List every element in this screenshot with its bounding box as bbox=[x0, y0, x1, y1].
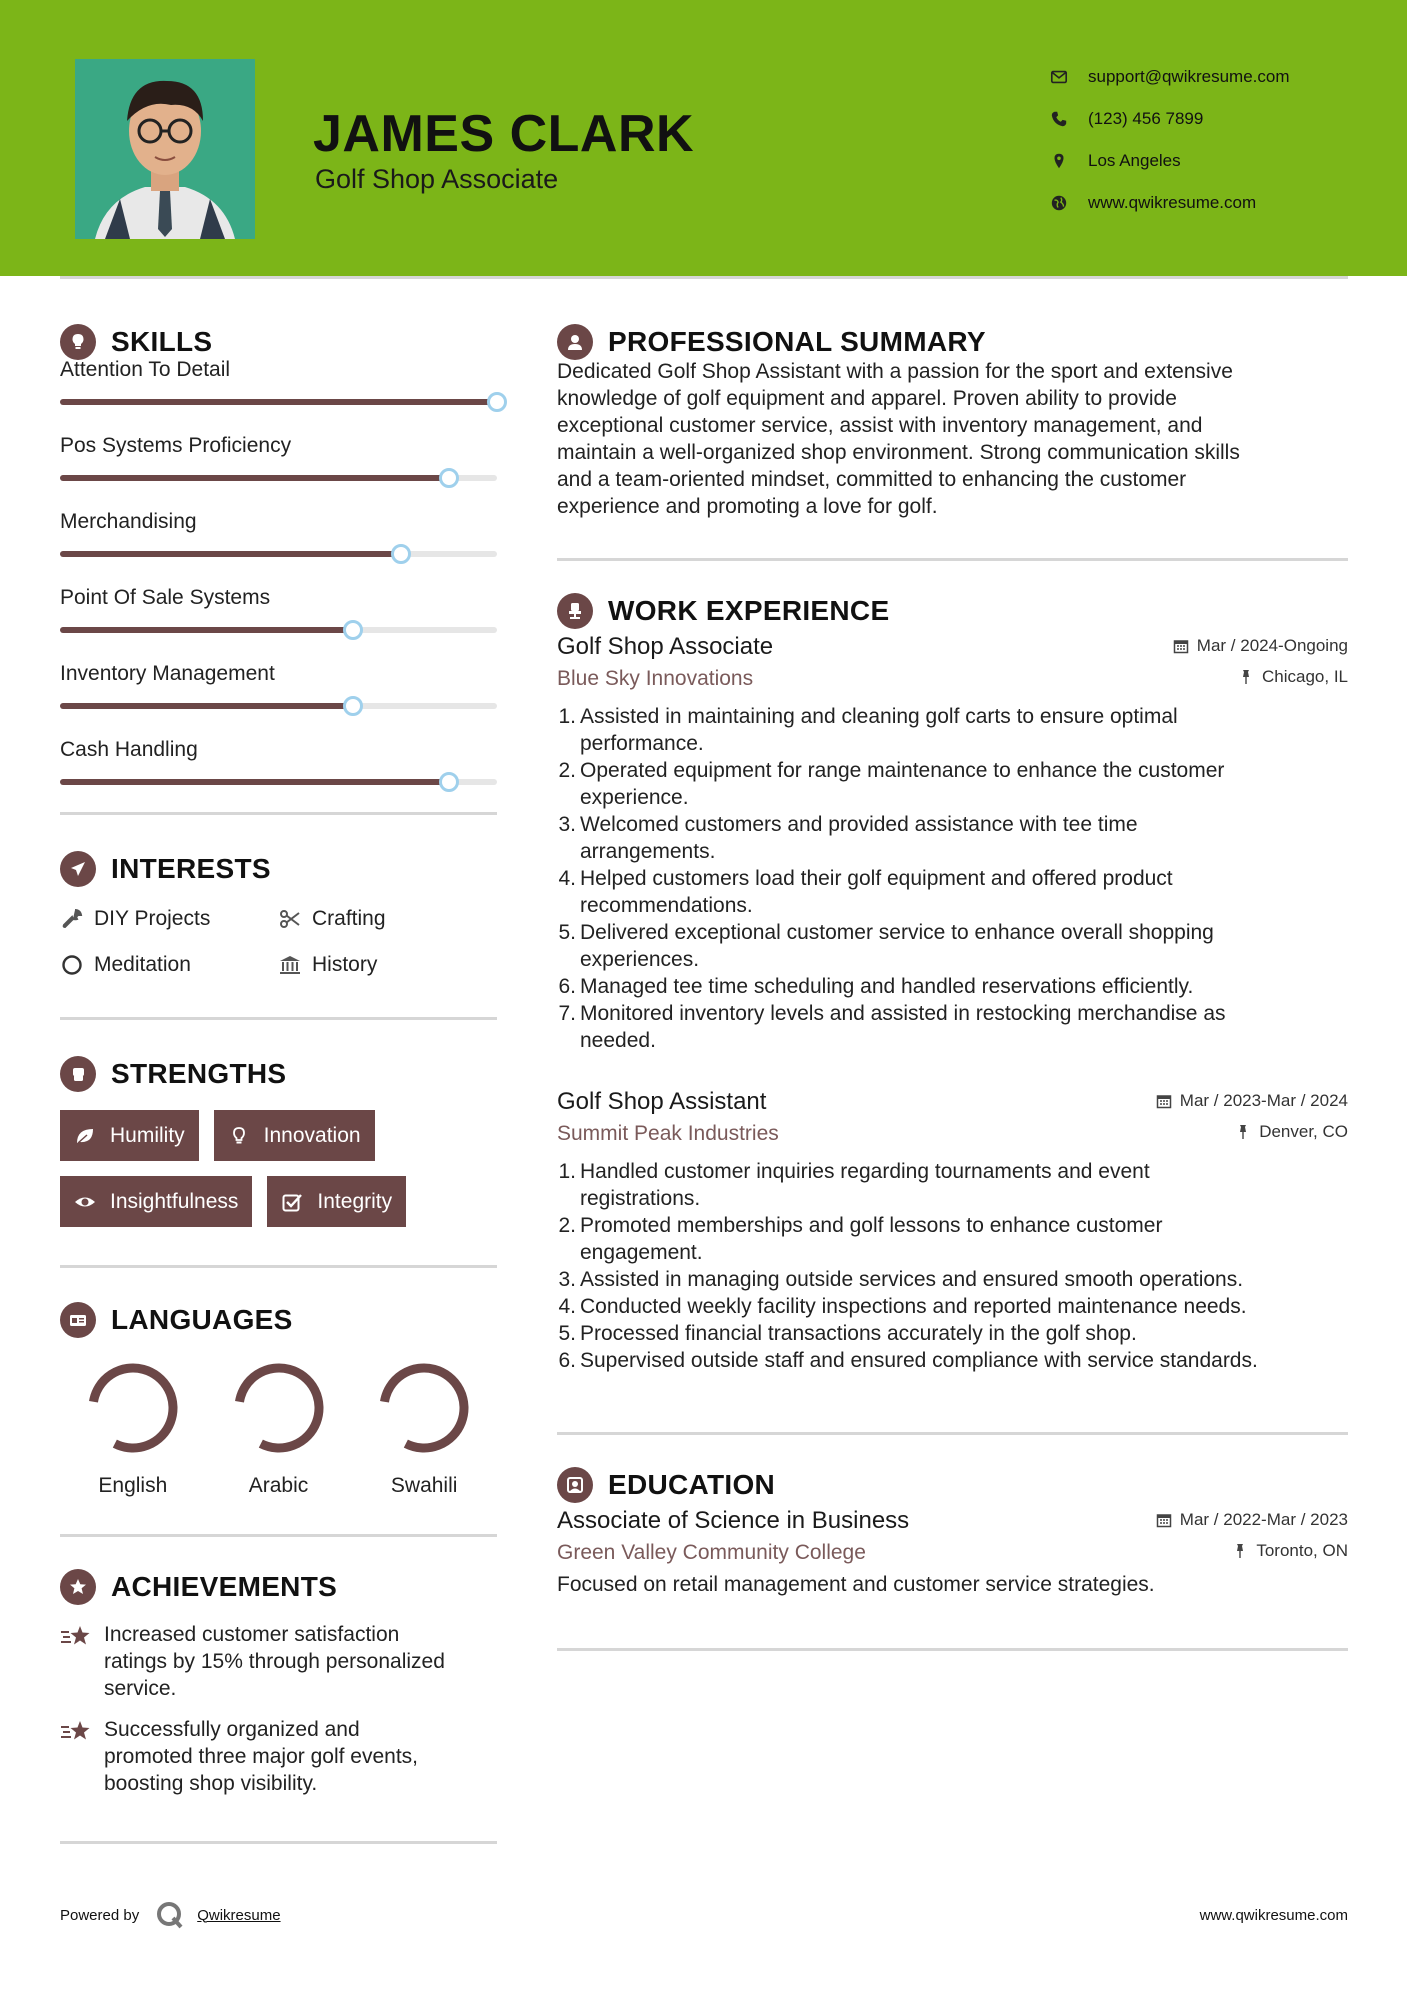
leaf-icon bbox=[74, 1125, 96, 1147]
job-title-row bbox=[557, 633, 1348, 661]
skill-bar bbox=[60, 779, 497, 785]
job-date bbox=[1156, 1091, 1348, 1111]
lightbulb-icon bbox=[228, 1125, 250, 1147]
duty-line: Supervised outside staff and ensured compliance with service standards. bbox=[580, 1349, 1258, 1372]
pushpin-icon bbox=[1235, 1124, 1251, 1140]
education-date-text: Mar / 2022-Mar / 2023 bbox=[1179, 1510, 1348, 1529]
eye-icon bbox=[74, 1191, 96, 1213]
achievements-title: ACHIEVEMENTS bbox=[111, 1571, 338, 1602]
job-company-row bbox=[557, 667, 1348, 691]
education-heading bbox=[557, 1463, 1348, 1507]
calendar-icon bbox=[1156, 1093, 1172, 1109]
summary-title: PROFESSIONAL SUMMARY bbox=[608, 326, 986, 357]
header-divider bbox=[60, 276, 1348, 279]
duty-line: Welcomed customers and provided assistance with tee time bbox=[580, 813, 1138, 836]
section-divider bbox=[557, 558, 1348, 561]
job-date-text: Mar / 2023-Mar / 2024 bbox=[1179, 1091, 1348, 1110]
job-duty: 5. Processed financial transactions accurately in the golf shop. bbox=[558, 1322, 1137, 1345]
education-degree-row bbox=[557, 1507, 1348, 1535]
skill-item bbox=[60, 584, 497, 660]
education-description: Focused on retail management and customer service strategies. bbox=[557, 1573, 1155, 1596]
left-column bbox=[60, 320, 497, 1844]
achievement-item bbox=[60, 1716, 497, 1797]
language-level-ring bbox=[229, 1358, 329, 1458]
job-duty: 4. Helped customers load their golf equipment and offered product recommendations. bbox=[558, 867, 1173, 917]
interest-item bbox=[278, 949, 497, 981]
duty-line: arrangements. bbox=[580, 840, 716, 863]
job-duty: 1. Handled customer inquiries regarding tournaments and event registrations. bbox=[558, 1160, 1150, 1210]
job-title: Golf Shop Associate bbox=[557, 633, 774, 660]
achievement-text bbox=[104, 1621, 445, 1702]
job-duty: 2. Operated equipment for range maintenance to enhance the customer experience. bbox=[558, 759, 1225, 809]
globe-icon bbox=[1050, 194, 1068, 212]
summary-line: experience and promoting a love for golf. bbox=[557, 495, 938, 518]
user-icon bbox=[557, 324, 593, 360]
job-duties bbox=[557, 1158, 1348, 1374]
job-duties bbox=[557, 703, 1348, 1054]
contact-website-text: www.qwikresume.com bbox=[1088, 193, 1257, 212]
strengths-list bbox=[60, 1110, 497, 1227]
skill-bar-knob[interactable] bbox=[343, 696, 363, 716]
skill-label: Point Of Sale Systems bbox=[60, 586, 271, 609]
interest-item bbox=[278, 903, 497, 935]
education-location-text: Toronto, ON bbox=[1256, 1541, 1348, 1560]
duty-line: Handled customer inquiries regarding tournaments and event bbox=[580, 1160, 1150, 1183]
fist-icon bbox=[60, 1056, 96, 1092]
section-divider bbox=[60, 1017, 497, 1020]
duty-line: recommendations. bbox=[580, 894, 753, 917]
interest-label: Crafting bbox=[312, 907, 386, 930]
job-title: Golf Shop Assistant bbox=[557, 1088, 767, 1115]
skill-bar-fill bbox=[60, 399, 497, 405]
duty-line: performance. bbox=[580, 732, 704, 755]
job-company-row bbox=[557, 1122, 1348, 1146]
skill-bar bbox=[60, 703, 497, 709]
section-divider bbox=[557, 1648, 1348, 1651]
languages-title: LANGUAGES bbox=[111, 1304, 293, 1335]
id-card-icon bbox=[60, 1302, 96, 1338]
education-entry bbox=[557, 1507, 1348, 1598]
job-duty: 3. Assisted in managing outside services and ensured smooth operations. bbox=[558, 1268, 1244, 1291]
qwikresume-link[interactable]: Qwikresume bbox=[197, 1906, 281, 1924]
summary-text bbox=[557, 358, 1348, 520]
skill-item bbox=[60, 432, 497, 508]
achievement-line: service. bbox=[104, 1677, 177, 1700]
lightbulb-icon bbox=[60, 324, 96, 360]
job-company: Summit Peak Industries bbox=[557, 1122, 779, 1145]
skill-item bbox=[60, 660, 497, 736]
duty-line: Promoted memberships and golf lessons to enhance customer bbox=[580, 1214, 1163, 1237]
skill-bar-fill bbox=[60, 475, 449, 481]
skill-bar-fill bbox=[60, 551, 401, 557]
skill-bar-knob[interactable] bbox=[439, 772, 459, 792]
job-entry bbox=[557, 1088, 1348, 1374]
job-company: Blue Sky Innovations bbox=[557, 667, 754, 690]
circle-icon bbox=[60, 953, 84, 977]
interest-label: DIY Projects bbox=[94, 907, 211, 930]
strength-tag bbox=[214, 1110, 375, 1161]
profile-photo bbox=[75, 59, 255, 239]
job-date bbox=[1173, 636, 1348, 656]
pushpin-icon bbox=[1232, 1543, 1248, 1559]
strength-label: Innovation bbox=[263, 1123, 361, 1147]
pushpin-icon bbox=[1238, 669, 1254, 685]
page-footer bbox=[60, 1895, 1348, 1935]
duty-line: Conducted weekly facility inspections and reported maintenance needs. bbox=[580, 1295, 1247, 1318]
skill-label: Inventory Management bbox=[60, 662, 275, 685]
star-badge-icon bbox=[60, 1569, 96, 1605]
language-item bbox=[206, 1358, 352, 1498]
contact-list bbox=[1050, 56, 1290, 224]
skill-label: Pos Systems Proficiency bbox=[60, 434, 292, 457]
duty-line: Helped customers load their golf equipment and offered product bbox=[580, 867, 1173, 890]
education-location bbox=[1232, 1541, 1348, 1561]
achievement-line: ratings by 15% through personalized bbox=[104, 1650, 445, 1673]
contact-email[interactable] bbox=[1050, 56, 1290, 98]
job-duty: 6. Supervised outside staff and ensured compliance with service standards. bbox=[558, 1349, 1258, 1372]
bank-icon bbox=[278, 953, 302, 977]
job-duty: 1. Assisted in maintaining and cleaning golf carts to ensure optimal performance. bbox=[558, 705, 1178, 755]
job-entry bbox=[557, 633, 1348, 1054]
section-divider bbox=[557, 1432, 1348, 1435]
duty-line: registrations. bbox=[580, 1187, 701, 1210]
education-degree: Associate of Science in Business bbox=[557, 1507, 910, 1534]
skill-item bbox=[60, 508, 497, 584]
powered-by-text: Powered by bbox=[60, 1906, 140, 1924]
strength-label: Humility bbox=[110, 1123, 185, 1147]
contact-phone[interactable] bbox=[1050, 98, 1290, 140]
summary-line: and a team-oriented mindset, committed to enhancing the customer bbox=[557, 468, 1187, 491]
job-duty: 7. Monitored inventory levels and assisted in restocking merchandise as needed. bbox=[558, 1002, 1226, 1052]
summary-line: maintain a well-organized shop environment. Strong communication skills bbox=[557, 441, 1240, 464]
section-divider bbox=[60, 1841, 497, 1844]
contact-location bbox=[1050, 140, 1290, 182]
graduate-icon bbox=[557, 1467, 593, 1503]
language-label: Swahili bbox=[390, 1474, 458, 1497]
duty-line: Operated equipment for range maintenance to enhance the customer bbox=[580, 759, 1225, 782]
interest-item bbox=[60, 949, 278, 981]
duty-line: Managed tee time scheduling and handled reservations efficiently. bbox=[580, 975, 1194, 998]
footer-branding bbox=[60, 1900, 281, 1930]
skill-bar-fill bbox=[60, 703, 353, 709]
skill-item bbox=[60, 356, 497, 432]
contact-location-text: Los Angeles bbox=[1088, 151, 1181, 170]
achievement-item bbox=[60, 1621, 497, 1702]
language-item bbox=[60, 1358, 206, 1498]
job-location bbox=[1235, 1122, 1348, 1142]
experience-heading bbox=[557, 589, 1348, 633]
job-duty: 4. Conducted weekly facility inspections and reported maintenance needs. bbox=[558, 1295, 1247, 1318]
strengths-heading bbox=[60, 1052, 497, 1096]
section-divider bbox=[60, 1534, 497, 1537]
candidate-name: JAMES CLARK bbox=[313, 105, 695, 163]
office-chair-icon bbox=[557, 593, 593, 629]
achievements-list bbox=[60, 1621, 497, 1797]
resume-header bbox=[0, 0, 1407, 276]
summary-line: exceptional customer service, assist with inventory management, and bbox=[557, 414, 1203, 437]
skill-label: Attention To Detail bbox=[60, 358, 231, 381]
shooting-star-icon bbox=[60, 1718, 94, 1748]
skill-bar bbox=[60, 627, 497, 633]
skill-label: Merchandising bbox=[60, 510, 197, 533]
duty-line: Delivered exceptional customer service to enhance overall shopping bbox=[580, 921, 1214, 944]
skill-bar-knob[interactable] bbox=[439, 468, 459, 488]
strengths-title: STRENGTHS bbox=[111, 1058, 287, 1089]
achievement-line: boosting shop visibility. bbox=[104, 1772, 318, 1795]
duty-line: Processed financial transactions accurately in the golf shop. bbox=[580, 1322, 1137, 1345]
job-location bbox=[1238, 667, 1348, 687]
scissors-icon bbox=[278, 907, 302, 931]
achievement-line: Successfully organized and bbox=[104, 1718, 360, 1741]
achievements-heading bbox=[60, 1565, 497, 1609]
envelope-icon bbox=[1050, 68, 1068, 86]
strength-tag bbox=[60, 1110, 199, 1161]
strength-tag bbox=[267, 1176, 406, 1227]
paper-plane-icon bbox=[60, 851, 96, 887]
job-location-text: Chicago, IL bbox=[1262, 667, 1348, 686]
languages-list bbox=[60, 1358, 497, 1498]
education-school-row bbox=[557, 1541, 1348, 1565]
achievement-text bbox=[104, 1716, 418, 1797]
skill-item bbox=[60, 736, 497, 812]
skill-bar bbox=[60, 399, 497, 405]
education-date bbox=[1156, 1510, 1348, 1530]
achievement-line: promoted three major golf events, bbox=[104, 1745, 418, 1768]
experience-title: WORK EXPERIENCE bbox=[608, 595, 890, 626]
skills-title: SKILLS bbox=[111, 326, 213, 357]
job-duty: 6. Managed tee time scheduling and handled reservations efficiently. bbox=[558, 975, 1194, 998]
job-title-row bbox=[557, 1088, 1348, 1116]
wrench-icon bbox=[60, 907, 84, 931]
footer-website[interactable]: www.qwikresume.com bbox=[1199, 1906, 1348, 1924]
candidate-role: Golf Shop Associate bbox=[315, 164, 559, 194]
strength-tag bbox=[60, 1176, 252, 1227]
summary-line: knowledge of golf equipment and apparel. Proven ability to provide bbox=[557, 387, 1177, 410]
skill-bar bbox=[60, 551, 497, 557]
section-divider bbox=[60, 812, 497, 815]
interests-heading bbox=[60, 847, 497, 891]
calendar-icon bbox=[1156, 1512, 1172, 1528]
contact-website[interactable] bbox=[1050, 182, 1290, 224]
duty-line: needed. bbox=[580, 1029, 656, 1052]
location-pin-icon bbox=[1050, 152, 1068, 170]
shooting-star-icon bbox=[60, 1623, 94, 1653]
skill-bar-knob[interactable] bbox=[487, 392, 507, 412]
contact-email-text: support@qwikresume.com bbox=[1088, 67, 1290, 86]
skill-bar bbox=[60, 475, 497, 481]
duty-line: Monitored inventory levels and assisted in restocking merchandise as bbox=[580, 1002, 1226, 1025]
summary-line: Dedicated Golf Shop Assistant with a passion for the sport and extensive bbox=[557, 360, 1233, 383]
achievement-line: Increased customer satisfaction bbox=[104, 1623, 400, 1646]
duty-line: Assisted in maintaining and cleaning golf carts to ensure optimal bbox=[580, 705, 1178, 728]
skill-bar-knob[interactable] bbox=[391, 544, 411, 564]
duty-line: Assisted in managing outside services and ensured smooth operations. bbox=[580, 1268, 1244, 1291]
contact-phone-text: (123) 456 7899 bbox=[1088, 109, 1204, 128]
interest-label: History bbox=[312, 953, 378, 976]
interest-item bbox=[60, 903, 278, 935]
languages-heading bbox=[60, 1298, 497, 1342]
language-label: Arabic bbox=[248, 1474, 309, 1497]
skill-label: Cash Handling bbox=[60, 738, 198, 761]
duty-line: engagement. bbox=[580, 1241, 703, 1264]
qwikresume-logo-icon bbox=[155, 1900, 185, 1930]
skill-bar-fill bbox=[60, 627, 353, 633]
job-duty: 3. Welcomed customers and provided assistance with tee time arrangements. bbox=[558, 813, 1138, 863]
calendar-icon bbox=[1173, 638, 1189, 654]
strength-label: Integrity bbox=[317, 1189, 393, 1213]
job-location-text: Denver, CO bbox=[1259, 1122, 1348, 1141]
section-divider bbox=[60, 1265, 497, 1268]
language-item bbox=[351, 1358, 497, 1498]
strength-label: Insightfulness bbox=[110, 1189, 239, 1213]
right-column bbox=[557, 320, 1348, 1651]
interests-list bbox=[60, 903, 497, 981]
skill-bar-knob[interactable] bbox=[343, 620, 363, 640]
education-school: Green Valley Community College bbox=[557, 1541, 866, 1564]
interest-label: Meditation bbox=[94, 953, 191, 976]
job-duty: 2. Promoted memberships and golf lessons to enhance customer engagement. bbox=[558, 1214, 1163, 1264]
phone-icon bbox=[1050, 110, 1068, 128]
duty-line: experience. bbox=[580, 786, 689, 809]
job-duty: 5. Delivered exceptional customer service to enhance overall shopping experiences. bbox=[558, 921, 1214, 971]
skills-list bbox=[60, 356, 497, 812]
language-label: English bbox=[98, 1474, 168, 1497]
education-title: EDUCATION bbox=[608, 1469, 776, 1500]
language-level-ring bbox=[374, 1358, 474, 1458]
language-level-ring bbox=[83, 1358, 183, 1458]
job-date-text: Mar / 2024-Ongoing bbox=[1196, 636, 1348, 655]
interests-title: INTERESTS bbox=[111, 853, 271, 884]
check-square-icon bbox=[281, 1191, 303, 1213]
duty-line: experiences. bbox=[580, 948, 700, 971]
skill-bar-fill bbox=[60, 779, 449, 785]
